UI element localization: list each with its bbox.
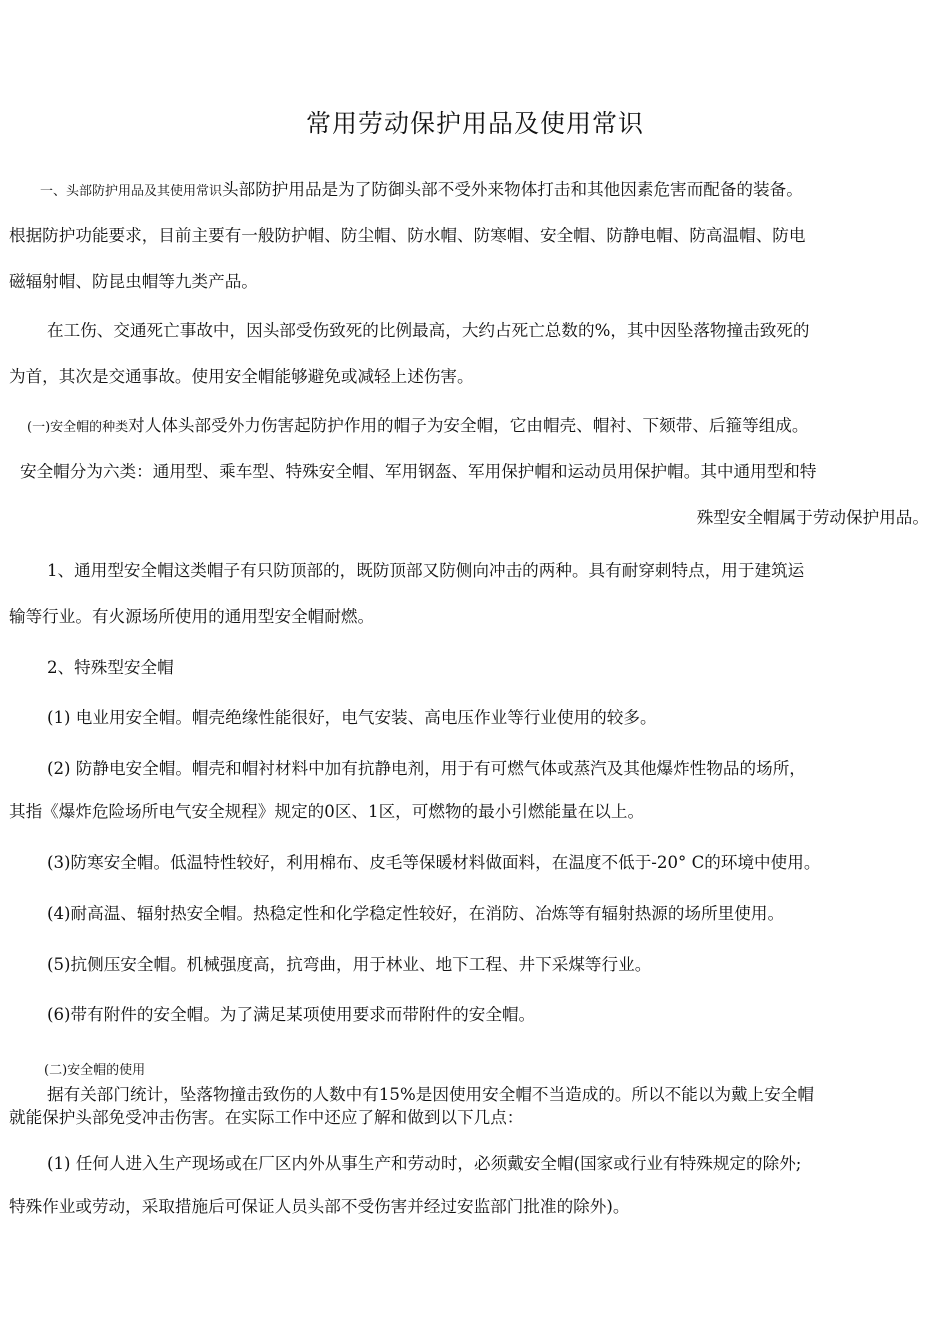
subsection1-line1: 对人体头部受外力伤害起防护作用的帽子为安全帽，它由帽壳、帽衬、下颏带、后箍等组成。: [128, 416, 809, 435]
item1-line1: 1、通用型安全帽这类帽子有只防顶部的，既防顶部又防侧向冲击的两种。具有耐穿刺特点，用于建筑运: [47, 561, 805, 580]
subsection2-item1-line1: (1) 任何人进入生产现场或在厂区内外从事生产和劳动时，必须戴安全帽(国家或行业有特殊规定的除外;: [47, 1154, 802, 1173]
item2-sub2-line1: (2) 防静电安全帽。帽壳和帽衬材料中加有抗静电剂，用于有可燃气体或蒸汽及其他爆炸性物品的场所，: [47, 759, 806, 778]
section1-heading: 一、头部防护用品及其使用常识: [40, 184, 223, 199]
item1-line2: 输等行业。有火源场所使用的通用型安全帽耐燃。: [9, 607, 375, 626]
subsection1-heading: (一)安全帽的种类: [27, 420, 129, 435]
para2-line1: 在工伤、交通死亡事故中，因头部受伤致死的比例最高，大约占死亡总数的%，其中因坠落物撞击致死的: [47, 321, 810, 340]
item2-sub3: (3)防寒安全帽。低温特性较好，利用棉布、皮毛等保暖材料做面料，在温度不低于-20° C的环境中使用。: [47, 853, 821, 872]
item2-sub2-line2: 其指《爆炸危险场所电气安全规程》规定的0区、1区，可燃物的最小引燃能量在以上。: [9, 802, 645, 821]
section1-line1: 头部防护用品是为了防御头部不受外来物体打击和其他因素危害而配备的装备。: [222, 180, 803, 199]
subsection1-line2: 安全帽分为六类：通用型、乘车型、特殊安全帽、军用钢盔、军用保护帽和运动员用保护帽。其中通用型和特: [20, 462, 817, 481]
subsection1-line3: 殊型安全帽属于劳动保护用品。: [696, 508, 929, 527]
section1-first-line: [40, 178, 940, 204]
item2-sub5: (5)抗侧压安全帽。机械强度高，抗弯曲，用于林业、地下工程、井下采煤等行业。: [47, 955, 652, 974]
section1-line3: 磁辐射帽、防昆虫帽等九类产品。: [9, 272, 258, 291]
subsection1-first-line: [27, 414, 939, 440]
para2-line2: 为首，其次是交通事故。使用安全帽能够避免或减轻上述伤害。: [9, 367, 474, 386]
item2-heading: 2、特殊型安全帽: [47, 658, 174, 677]
subsection2-heading: (二)安全帽的使用: [44, 1063, 146, 1078]
subsection2-line2: 就能保护头部免受冲击伤害。在实际工作中还应了解和做到以下几点：: [9, 1108, 524, 1127]
item2-sub4: (4)耐高温、辐射热安全帽。热稳定性和化学稳定性较好，在消防、冶炼等有辐射热源的场所里使用。: [47, 904, 785, 923]
page-title: 常用劳动保护用品及使用常识: [305, 109, 644, 138]
item2-sub1: (1) 电业用安全帽。帽壳绝缘性能很好，电气安装、高电压作业等行业使用的较多。: [47, 708, 657, 727]
section1-line2: 根据防护功能要求，目前主要有一般防护帽、防尘帽、防水帽、防寒帽、安全帽、防静电帽、防高温帽、防电: [9, 226, 806, 245]
item2-sub6: (6)带有附件的安全帽。为了满足某项使用要求而带附件的安全帽。: [47, 1005, 536, 1024]
subsection2-item1-line2: 特殊作业或劳动，采取措施后可保证人员头部不受伤害并经过安监部门批准的除外)。: [9, 1197, 630, 1216]
subsection2-line1: 据有关部门统计，坠落物撞击致伤的人数中有15%是因使用安全帽不当造成的。所以不能以为戴上安全帽: [47, 1085, 815, 1104]
